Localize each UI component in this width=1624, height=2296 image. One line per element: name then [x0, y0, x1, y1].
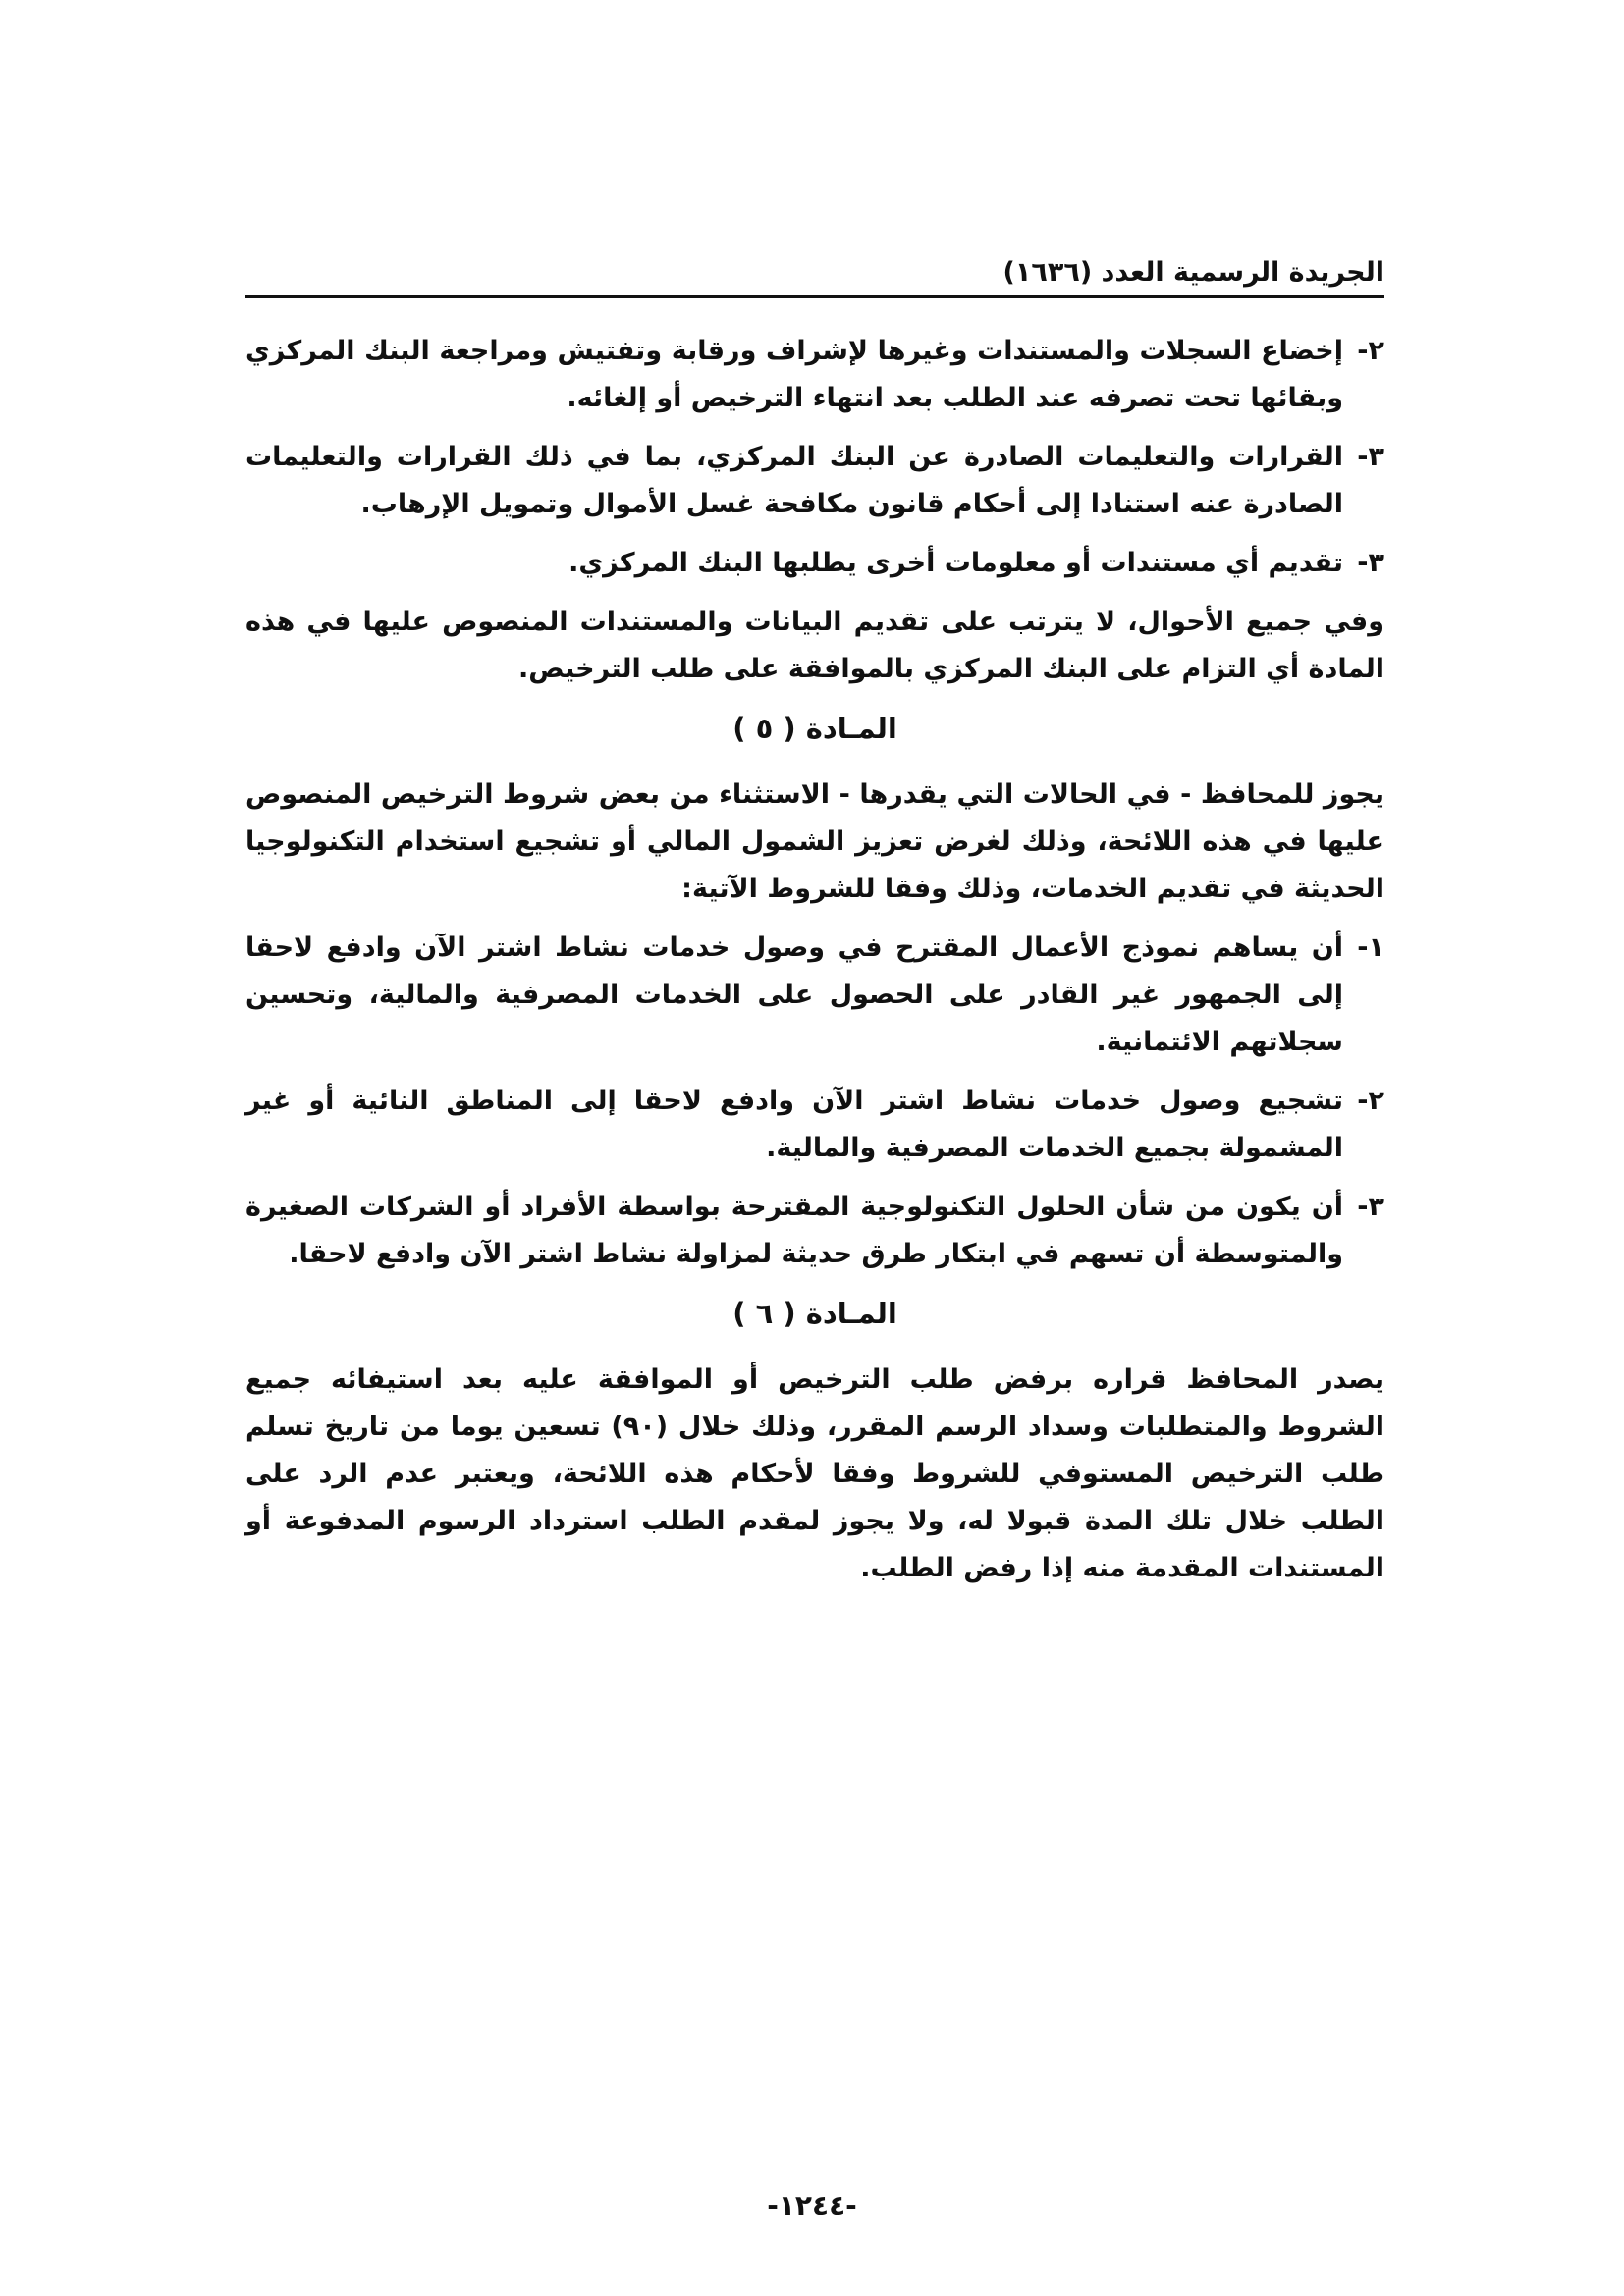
- list-item: [245, 1078, 1384, 1172]
- list-item: [245, 328, 1384, 422]
- page-header: [245, 257, 1384, 298]
- list-item: [245, 925, 1384, 1066]
- item-number: ٢-: [1357, 1086, 1384, 1116]
- document-body: [245, 328, 1384, 1604]
- item-text: أن يكون من شأن الحلول التكنولوجية المقترحة بواسطة الأفراد أو الشركات الصغيرة والمتوسطة أن تسهم في ابتكار طرق حديثة لمزاولة نشاط اشتر الآن وادفع لاحقا.: [245, 1192, 1343, 1269]
- list-item: [245, 434, 1384, 528]
- item-number: ١-: [1357, 933, 1384, 963]
- list-item: [245, 1184, 1384, 1278]
- item-number: ٣-: [1357, 548, 1384, 578]
- item-number: ٢-: [1357, 336, 1384, 366]
- item-text: تشجيع وصول خدمات نشاط اشتر الآن وادفع لاحقا إلى المناطق النائية أو غير المشمولة بجميع الخدمات المصرفية والمالية.: [245, 1086, 1343, 1163]
- article-6-heading: المـادة ( ٦ ): [732, 1297, 897, 1330]
- general-paragraph: وفي جميع الأحوال، لا يترتب على تقديم البيانات والمستندات المنصوص عليها في هذه المادة أي التزام على البنك المركزي بالموافقة على طلب الترخيص.: [245, 607, 1384, 684]
- item-text: القرارات والتعليمات الصادرة عن البنك المركزي، بما في ذلك القرارات والتعليمات الصادرة عنه استنادا إلى أحكام قانون مكافحة غسل الأموال وتمويل الإرهاب.: [245, 442, 1343, 519]
- item-number: ٣-: [1357, 442, 1384, 472]
- list-item: [245, 540, 1384, 587]
- article-5-intro: يجوز للمحافظ - في الحالات التي يقدرها - الاستثناء من بعض شروط الترخيص المنصوص عليها في هذه اللائحة، وذلك لغرض تعزيز الشمول المالي أو تشجيع استخدام التكنولوجيا الحديثة في تقديم الخدمات، وذلك وفقا للشروط الآتية:: [245, 779, 1384, 904]
- gazette-title: الجريدة الرسمية العدد (١٦٣٦): [1002, 257, 1384, 288]
- page-number: -١٢٤٤-: [767, 2189, 857, 2221]
- article-5-heading: المـادة ( ٥ ): [732, 712, 897, 745]
- item-text: تقديم أي مستندات أو معلومات أخرى يطلبها البنك المركزي.: [568, 548, 1343, 578]
- article-6-text: يصدر المحافظ قراره برفض طلب الترخيص أو الموافقة عليه بعد استيفائه جميع الشروط والمتطلبات وسداد الرسم المقرر، وذلك خلال (٩٠) تسعين يوما من تاريخ تسلم طلب الترخيص المستوفي للشروط وفقا لأحكام هذه اللائحة، ويعتبر عدم الرد على الطلب خلال تلك المدة قبولا له، ولا يجوز لمقدم الطلب استرداد الرسوم المدفوعة أو المستندات المقدمة منه إذا رفض الطلب.: [245, 1364, 1385, 1583]
- item-text: أن يساهم نموذج الأعمال المقترح في وصول خدمات نشاط اشتر الآن وادفع لاحقا إلى الجمهور غير القادر على الحصول على الخدمات المصرفية والمالية، وتحسين سجلاتهم الائتمانية.: [245, 933, 1343, 1057]
- item-number: ٣-: [1357, 1192, 1384, 1222]
- item-text: إخضاع السجلات والمستندات وغيرها لإشراف ورقابة وتفتيش ومراجعة البنك المركزي وبقائها تحت تصرفه عند الطلب بعد انتهاء الترخيص أو إلغائه.: [245, 336, 1343, 413]
